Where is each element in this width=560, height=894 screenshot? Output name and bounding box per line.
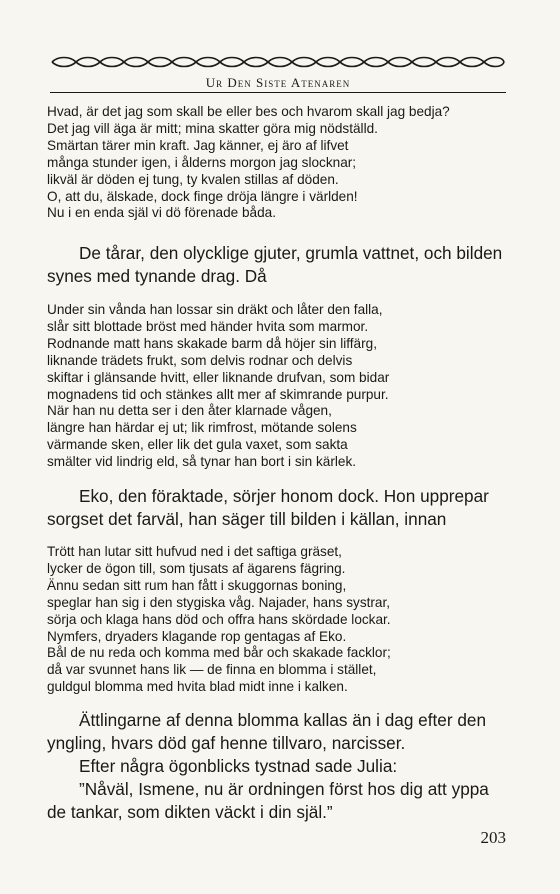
verse-block-3 [47,544,507,696]
prose-paragraph-3 [47,709,507,755]
verse-line: längre han härdar ej ut; lik rimfrost, mötande solens [47,420,357,436]
verse-line: slår sitt blottade bröst med händer hvita som marmor. [47,318,369,334]
verse-line: sörja och klaga hans död och offra hans skördade lockar. [47,611,391,627]
prose-paragraph-4 [47,755,507,824]
prose-paragraph-1 [47,242,507,288]
verse-line: Hvad, är det jag som skall be eller bes och hvarom skall jag bedja? [47,104,450,119]
verse-block-1 [47,104,507,222]
prose-line: Eko, den föraktade, sörjer honom dock. Hon upprepar [79,486,489,506]
page-number: 203 [480,828,506,847]
running-head: Ur Den Siste Atenaren [205,75,351,90]
verse-line: mognadens tid och stänkes allt mer af skimrande purpur. [47,386,389,402]
prose-line: ”Nåväl, Ismene, nu är ordningen först hos dig att yppa [79,779,489,799]
verse-line: guldgul blomma med hvita blad midt inne i kalken. [47,679,348,695]
verse-line: smälter vid lindrig eld, så tynar han bort i sin kärlek. [47,454,357,470]
verse-line: O, att du, älskade, dock finge dröja längre i världen! [47,188,358,204]
verse-line: Smärtan tärer min kraft. Jag känner, ej äro af lifvet [47,137,349,153]
prose-line: de tankar, som dikten väckt i din själ.” [47,802,333,822]
header-ornament [50,55,506,69]
prose-paragraph-2 [47,485,507,531]
prose-line: De tårar, den olycklige gjuter, grumla vattnet, och bilden [79,243,503,263]
verse-line: många stunder igen, i ålderns morgon jag slocknar; [47,154,357,170]
verse-line: likväl är döden ej tung, ty kvalen stillas af döden. [47,171,339,187]
verse-line: skiftar i glänsande hvitt, eller liknande drufvan, som bidar [47,369,390,385]
verse-line: då var svunnet hans lik — de finna en blomma i stället, [47,662,377,678]
verse-line: Ännu sedan sitt rum han fått i skuggornas boning, [47,577,347,593]
prose-line: Ättlingarne af denna blomma kallas än i dag efter den [79,710,487,730]
prose-line: sorgset det farväl, han säger till bilden i källan, innan [47,509,447,529]
prose-line: synes med tynande drag. Då [47,266,267,286]
verse-line: Under sin vånda han lossar sin dräkt och låter den falla, [47,302,383,317]
verse-line: värmande sken, eller lik det gula vaxet, som sakta [47,437,348,453]
prose-line: Efter några ögonblicks tystnad sade Julia: [79,756,398,776]
verse-line: När han nu detta ser i den åter klarnade vågen, [47,403,332,419]
prose-line: yngling, hvars död gaf henne tillvaro, narcisser. [47,733,406,753]
verse-block-2 [47,302,507,471]
verse-line: Bål de nu reda och komma med bår och skakade facklor; [47,645,391,661]
verse-line: Trött han lutar sitt hufvud ned i det saftiga gräset, [47,544,342,559]
verse-line: lycker de ögon till, som tjusats af ägarens fägring. [47,560,346,576]
verse-line: speglar han sig i den stygiska våg. Najader, hans systrar, [47,594,391,610]
verse-line: liknande trädets frukt, som delvis rodnar och delvis [47,352,353,368]
verse-line: Det jag vill äga är mitt; mina skatter göra mig nödställd. [47,120,378,136]
verse-line: Nu i en enda själ vi dö förenade båda. [47,205,276,221]
header-rule [50,92,506,93]
verse-line: Rodnande matt hans skakade barm då höjer sin liffärg, [47,335,377,351]
verse-line: Nymfers, dryaders klagande rop gentagas af Eko. [47,628,347,644]
